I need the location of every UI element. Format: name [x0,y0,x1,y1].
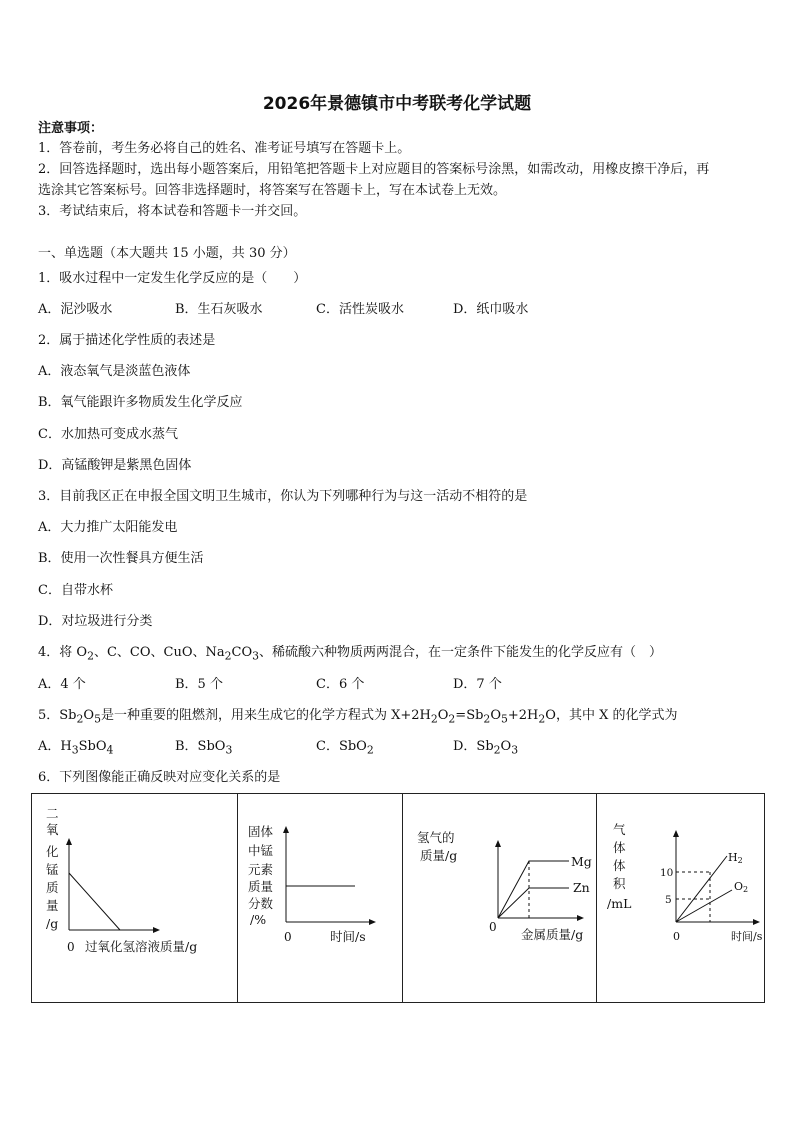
fig2-origin: 0 [284,930,292,944]
section-heading: 一、单选题（本大题共 15 小题，共 30 分） [38,246,296,261]
q1-option-b: B．生石灰吸水 [175,302,263,317]
fig1-y-arrow [66,838,72,845]
q3-option-c: C．自带水杯 [38,583,113,598]
fig3-origin: 0 [489,920,497,934]
fig3-series-mg [498,861,569,918]
fig3-label-mg: Mg [571,854,592,869]
fig3-ylabel-line: 氢气的 [417,830,455,845]
q2-option-a: A．液态氧气是淡蓝色液体 [38,364,191,379]
fig4-tick-5: 5 [665,894,672,906]
q5-option-a: A．$H_3SbO_4$ [38,739,114,757]
fig1-ylabel-char: 化 [46,844,59,859]
figure-3 [403,794,596,1002]
fig4-x-arrow [753,919,760,925]
q2-option-b: B．氧气能跟许多物质发生化学反应 [38,395,243,410]
fig4-ylabel-char: 积 [613,876,626,891]
fig3-x-arrow [577,915,584,921]
notice-item: 2．回答选择题时，选出每小题答案后，用铅笔把答题卡上对应题目的答案标号涂黑，如需改动，用橡皮擦干净后，再 [38,162,710,177]
fig1-curve [69,873,120,930]
fig4-series-o2 [676,890,732,922]
q4-option-a: A．4 个 [38,677,86,692]
fig2-y-arrow [283,826,289,833]
fig4-tick-10: 10 [660,867,674,879]
question-4-stem: 4．将 $O_2$、C、CO、CuO、$Na_2CO_3$、稀硫酸六种物质两两混合，在一定条件下能发生的化学反应有（ ） [38,645,663,663]
fig1-ylabel-char: 氧 [46,822,59,837]
q1-option-d: D．纸巾吸水 [453,302,529,317]
fig2-ylabel-line: 固体 [248,824,274,839]
fig2-ylabel-line: 中锰 [248,843,274,858]
question-1-stem: 1．吸水过程中一定发生化学反应的是（ ） [38,271,307,286]
q5-option-c: C．SbO$_2$ [316,739,374,757]
fig4-xlabel: 时间/s [731,930,763,943]
fig2-ylabel-line: 元素 [248,862,274,877]
fig2-ylabel-line: 质量 [248,879,274,894]
page-title: 2026年景德镇市中考联考化学试题 [262,94,532,114]
fig2-ylabel-line: 分数 [248,896,274,911]
q1-option-c: C．活性炭吸水 [316,302,404,317]
figure-2 [238,794,402,1002]
fig4-ylabel-char: /mL [607,896,632,911]
q4-option-c: C．6 个 [316,677,365,692]
fig4-y-arrow [673,830,679,837]
fig2-ylabel-line: /% [250,912,267,927]
fig4-label-h2: H2 [728,851,743,865]
figure-4 [597,794,764,1002]
fig2-xlabel: 时间/s [330,929,366,944]
notice-item: 选涂其它答案标号。回答非选择题时，将答案写在答题卡上，写在本试卷上无效。 [38,183,507,198]
question-5-stem: 5．$Sb_2O_5$是一种重要的阻燃剂，用来生成它的化学方程式为 $X+2H_2O_2=Sb_2O_5+2H_2O$，其中 X 的化学式为 [38,708,678,726]
fig1-ylabel-char: 二 [46,806,59,821]
q3-option-b: B．使用一次性餐具方便生活 [38,551,204,566]
q4-option-d: D．7 个 [453,677,502,692]
q2-option-c: C．水加热可变成水蒸气 [38,427,178,442]
q1-option-a: A．泥沙吸水 [38,302,113,317]
question-2-stem: 2．属于描述化学性质的表述是 [38,333,216,348]
fig1-ylabel-char: /g [46,916,59,931]
notice-item: 1．答卷前，考生务必将自己的姓名、准考证号填写在答题卡上。 [38,141,411,156]
figure-1 [32,794,237,1002]
fig3-y-arrow [495,840,501,847]
fig1-origin: 0 [67,940,75,954]
fig1-ylabel-char: 量 [46,898,59,913]
question-3-stem: 3．目前我区正在申报全国文明卫生城市，你认为下列哪种行为与这一活动不相符的是 [38,489,528,504]
q4-option-b: B．5 个 [175,677,223,692]
notice-item: 3．考试结束后，将本试卷和答题卡一并交回。 [38,204,307,219]
fig4-ylabel-char: 气 [613,822,626,837]
fig3-label-zn: Zn [573,880,590,895]
notice-heading: 注意事项： [38,121,104,136]
fig3-xlabel: 金属质量/g [521,927,584,942]
q5-option-d: D．$Sb_2O_3$ [453,739,519,757]
q3-option-d: D．对垃圾进行分类 [38,614,153,629]
q3-option-a: A．大力推广太阳能发电 [38,520,178,535]
fig4-ylabel-char: 体 [613,858,626,873]
question-6-stem: 6．下列图像能正确反映对应变化关系的是 [38,770,281,785]
fig1-x-arrow [153,927,160,933]
fig4-series-h2 [676,856,727,922]
fig4-ylabel-char: 体 [613,840,626,855]
fig4-origin: 0 [673,930,680,943]
fig3-series-zn [498,888,569,918]
fig1-ylabel-char: 质 [46,880,59,895]
fig4-label-o2: O2 [734,880,749,894]
fig3-ylabel-line: 质量/g [420,848,458,863]
fig2-x-arrow [369,919,376,925]
q5-option-b: B．SbO$_3$ [175,739,233,757]
fig1-xlabel: 过氧化氢溶液质量/g [85,939,198,954]
q2-option-d: D．高锰酸钾是紫黑色固体 [38,458,192,473]
figure-panel [31,793,765,1003]
fig1-ylabel-char: 锰 [46,862,59,877]
